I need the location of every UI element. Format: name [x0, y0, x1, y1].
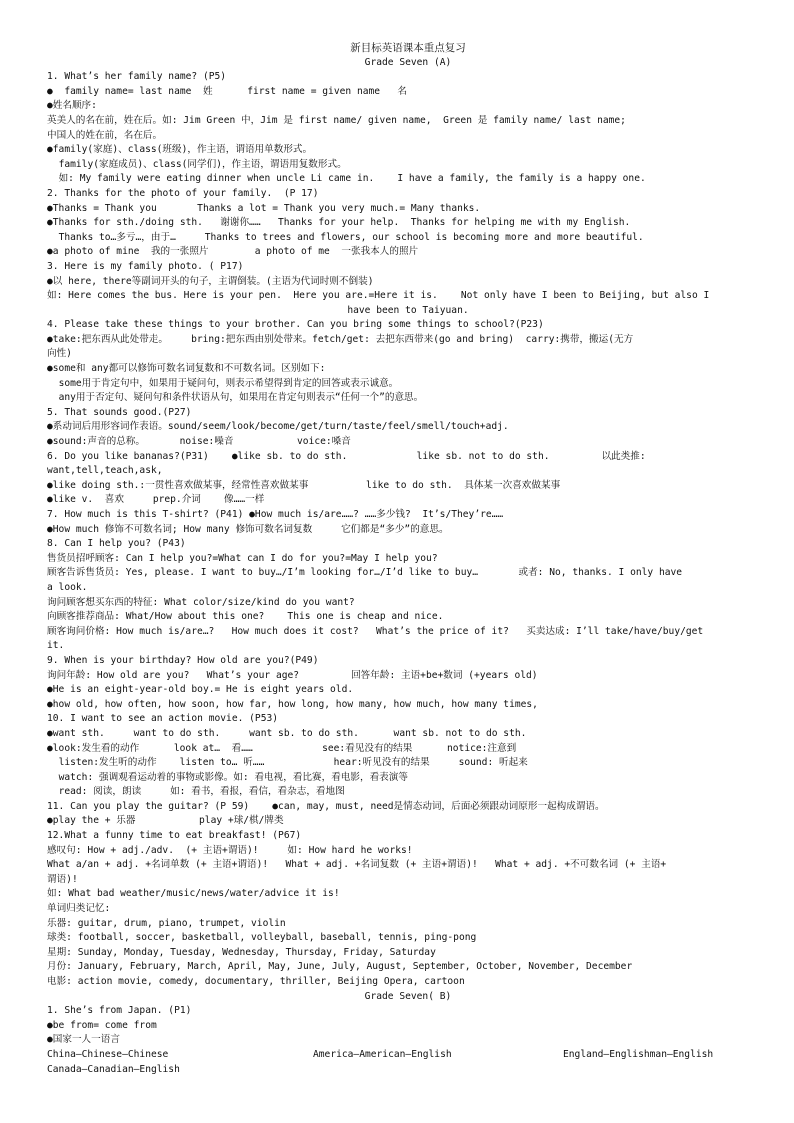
text-line: 1. What’s her family name? (P5) — [47, 71, 227, 83]
text-line: 球类: football, soccer, basketball, volleyball, baseball, tennis, ping-pong — [47, 932, 477, 944]
text-line: 询问顾客想买东西的特征: What color/size/kind do you want? — [47, 596, 355, 608]
text-line: some用于肯定句中，如果用于疑问句，则表示希望得到肯定的回答或表示诚意。 — [47, 377, 399, 389]
page-title: 新目标英语课本重点复习 — [350, 42, 466, 54]
text-line: listen:发生听的动作 listen to… 听…… hear:听见没有的结果 sound: 听起来 — [47, 757, 528, 769]
text-line: 星期: Sunday, Monday, Tuesday, Wednesday, Thursday, Friday, Saturday — [47, 946, 436, 958]
text-line: want,tell,teach,ask, — [47, 465, 163, 477]
text-line: 1. She’s from Japan. (P1) — [47, 1005, 192, 1017]
text-line: 顾客询问价格: How much is/are…? How much does it cost? What’s the price of it? 买卖达成: I’ll take/have/buy/get — [47, 625, 704, 637]
text-line: 3. Here is my family photo. ( P17) — [47, 260, 244, 272]
text-line: any用于否定句、疑问句和条件状语从句，如果用在肯定句则表示“任何一个”的意思。 — [47, 392, 424, 404]
text-line: ●how old, how often, how soon, how far, how long, how many, how much, how many times, — [47, 698, 538, 710]
text-line: 电影: action movie, comedy, documentary, thriller, Beijing Opera, cartoon — [47, 976, 465, 987]
text-line: 如: My family were eating dinner when uncle Li came in. I have a family, the family is a happy one. — [47, 173, 646, 185]
text-line: 7. How much is this T-shirt? (P41) ●How much is/are……? ……多少钱? It’s/They’re…… — [47, 509, 504, 520]
centered-continuation-line: have been to Taiyuan. — [347, 304, 469, 316]
text-line: 月份: January, February, March, April, May, June, July, August, September, October, November, December — [47, 961, 633, 973]
text-line: ●系动词后用形容词作表语。sound/seem/look/become/get/turn/taste/feel/smell/touch+adj. — [47, 421, 509, 433]
text-line: 中国人的姓在前，名在后。 — [47, 129, 163, 141]
text-line: 4. Please take these things to your brother. Can you bring some things to school?(P23) — [47, 319, 544, 331]
section-b-lines — [47, 318, 769, 989]
section-a-lines — [47, 70, 769, 304]
text-line: 8. Can I help you? (P43) — [47, 538, 186, 550]
text-line: 单词归类记忆: — [47, 903, 111, 915]
text-line: ●like v. 喜欢 prep.介词 像……一样 — [47, 494, 265, 506]
country-row — [47, 1048, 769, 1063]
text-line: 售货员招呼顾客: Can I help you?=What can I do for you?=May I help you? — [47, 552, 438, 564]
text-line: 9. When is your birthday? How old are you?(P49) — [47, 654, 319, 666]
text-line: 向顾客推荐商品: What/How about this one? This one is cheap and nice. — [47, 611, 444, 623]
text-line: 乐器: guitar, drum, piano, trumpet, violin — [47, 917, 286, 929]
text-line: ●take:把东西从此处带走。 bring:把东西由别处带来。fetch/get: 去把东西带来(go and bring) carry:携带，搬运(无方 — [47, 333, 634, 345]
text-line: ●姓名顺序: — [47, 100, 97, 112]
text-line: ●Thanks = Thank you Thanks a lot = Thank you very much.= Many thanks. — [47, 202, 481, 214]
text-line: 谓语)! — [47, 873, 78, 885]
text-line: 6. Do you like bananas?(P31) ●like sb. to do sth. like sb. not to do sth. 以此类推: — [47, 450, 646, 462]
text-line: What a/an + adj. +名词单数 (+ 主语+谓语)! What + adj. +名词复数 (+ 主语+谓语)! What + adj. +不可数名词 (+ 主语+ — [47, 859, 667, 871]
country-england: England—Englishman—English — [563, 1048, 714, 1060]
text-line: ●sound:声音的总称。 noise:噪音 voice:嗓音 — [47, 436, 351, 448]
text-line: 感叹句: How + adj./adv. (+ 主语+谓语)! 如: How hard he works! — [47, 844, 413, 856]
text-line: ●Thanks for sth./doing sth. 谢谢你…… Thanks for your help. Thanks for helping me with my English. — [47, 217, 631, 229]
text-line: ●look:发生看的动作 look at… 看…… see:看见没有的结果 notice:注意到 — [47, 742, 517, 754]
text-line: ●以 here, there等副词开头的句子，主谓倒装。(主语为代词时则不倒装) — [47, 275, 374, 287]
text-line: 如: Here comes the bus. Here is your pen. Here you are.=Here it is. Not only have I been to Beijing, but also I — [47, 290, 710, 302]
text-line: ●How much 修饰不可数名词; How many 修饰可数名词复数 它们都是“多少”的意思。 — [47, 523, 449, 535]
text-line: family(家庭成员)、class(同学们)，作主语，谓语用复数形式。 — [47, 158, 347, 170]
country-canada-line: Canada—Canadian—English — [47, 1063, 180, 1075]
text-line: ●国家一人一语言 — [47, 1034, 120, 1046]
text-line: read: 阅读，朗读 如: 看书，看报，看信，看杂志，看地图 — [47, 786, 345, 798]
text-line: ●some和 any都可以修饰可数名词复数和不可数名词。区别如下: — [47, 363, 326, 375]
text-line: ● family name= last name 姓 first name = given name 名 — [47, 85, 407, 97]
text-line: 向性) — [47, 348, 72, 360]
document-page — [47, 41, 769, 1077]
text-line: ●like doing sth.:一贯性喜欢做某事，经常性喜欢做某事 like to do sth. 具体某一次喜欢做某事 — [47, 479, 561, 491]
text-line: ●family(家庭)、class(班级)，作主语，谓语用单数形式。 — [47, 144, 313, 156]
text-line: 如: What bad weather/music/news/water/advice it is! — [47, 888, 340, 900]
country-america: America—American—English — [313, 1048, 452, 1060]
text-line: ●be from= come from — [47, 1019, 157, 1031]
section-c-lines — [47, 1004, 769, 1048]
text-line: 11. Can you play the guitar? (P 59) ●can, may, must, need是情态动词，后面必须跟动词原形一起构成谓语。 — [47, 800, 605, 812]
text-line: watch: 强调观看运动着的事物或影像。如: 看电视，看比赛，看电影，看表演等 — [47, 771, 408, 783]
text-line: 英美人的名在前，姓在后。如: Jim Green 中，Jim 是 first name/ given name, Green 是 family name/ last name; — [47, 114, 626, 126]
text-line: 2. Thanks for the photo of your family. (P 17) — [47, 187, 319, 199]
text-line: ●a photo of mine 我的一张照片 a photo of me 一张我本人的照片 — [47, 246, 419, 258]
text-line: ●He is an eight-year-old boy.= He is eight years old. — [47, 684, 354, 696]
text-line: 顾客告诉售货员: Yes, please. I want to buy…/I’m looking for…/I’d like to buy… 或者: No, thanks. I only have — [47, 567, 683, 579]
section-heading-grade-seven-a: Grade Seven (A) — [364, 56, 452, 68]
text-line: ●want sth. want to do sth. want sb. to do sth. want sb. not to do sth. — [47, 727, 527, 739]
text-line: 询问年龄: How old are you? What’s your age? 回答年龄: 主语+be+数词 (+years old) — [47, 669, 538, 681]
text-line: Thanks to…多亏…，由于… Thanks to trees and flowers, our school is becoming more and more beautiful. — [47, 231, 644, 243]
country-china: China—Chinese—Chinese — [47, 1048, 169, 1060]
text-line: ●play the + 乐器 play +球/棋/牌类 — [47, 815, 284, 827]
text-line: 12.What a funny time to eat breakfast! (P67) — [47, 830, 302, 842]
section-heading-grade-seven-b: Grade Seven( B) — [364, 990, 452, 1002]
text-line: 5. That sounds good.(P27) — [47, 406, 192, 418]
text-line: it. — [47, 640, 65, 652]
text-line: a look. — [47, 581, 88, 593]
text-line: 10. I want to see an action movie. (P53) — [47, 713, 279, 725]
